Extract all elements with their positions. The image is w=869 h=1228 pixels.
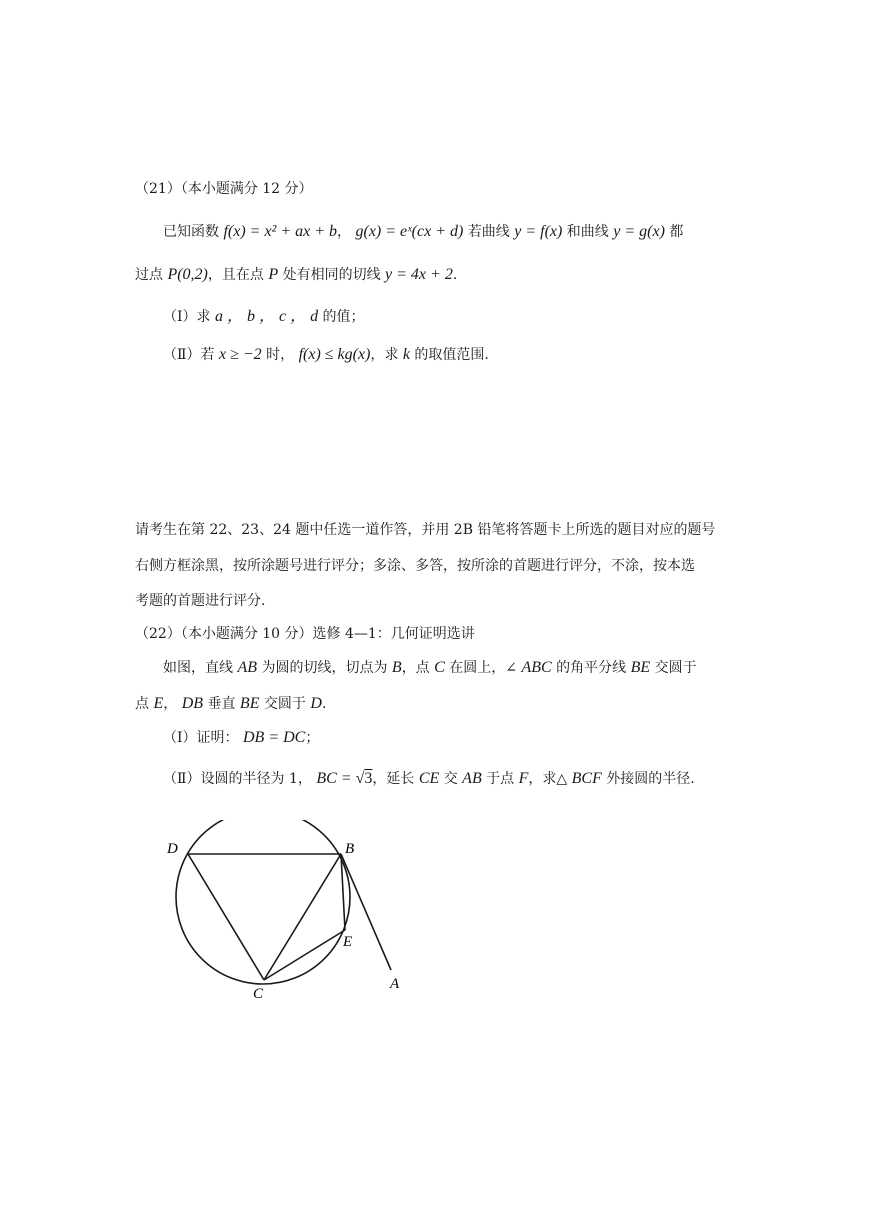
segment-bc xyxy=(264,854,341,980)
label-b: B xyxy=(345,841,355,857)
point-p: P(0,2) xyxy=(167,266,208,283)
geometry-figure xyxy=(155,820,425,1010)
sqrt-sign: √ xyxy=(355,770,365,787)
curve-g: y = g(x) xyxy=(613,223,665,240)
q22-line2: 点 E， DB 垂直 BE 交圆于 D. xyxy=(135,695,327,712)
curve-f: y = f(x) xyxy=(514,223,563,240)
q21-header: （21）（本小题满分 12 分） xyxy=(135,181,313,197)
segment-dc xyxy=(188,854,264,980)
q21-part1: （Ⅰ）求 a ， b ， c ， d 的值； xyxy=(163,308,365,325)
instructions-line1: 请考生在第 22、23、24 题中任选一道作答，并用 2B 铅笔将答题卡上所选的题目对应的题号 xyxy=(135,522,716,538)
label-c: C xyxy=(253,986,264,1002)
q21-intro-line2: 过点 P(0,2)，且在点 P 处有相同的切线 y = 4x + 2. xyxy=(135,266,458,283)
instructions-line3: 考题的首题进行评分. xyxy=(135,593,266,609)
tangent-line: y = 4x + 2 xyxy=(385,266,453,283)
q21-intro-line1: 已知函数 f(x) = x² + ax + b， g(x) = eˣ(cx + d) 若曲线 y = f(x) 和曲线 y = g(x) 都 xyxy=(163,223,684,240)
label-a: A xyxy=(390,976,400,992)
q22-header: （22）（本小题满分 10 分）选修 4—1：几何证明选讲 xyxy=(135,626,475,642)
q21-part2: （Ⅱ）若 x ≥ −2 时， f(x) ≤ kg(x)，求 k 的取值范围. xyxy=(163,346,489,363)
f-definition: f(x) = x² + ax + b xyxy=(223,223,338,240)
label-e: E xyxy=(343,934,353,950)
circle xyxy=(176,820,353,984)
segment-ce xyxy=(264,930,345,980)
q22-part1: （Ⅰ）证明： DB = DC； xyxy=(163,729,320,746)
label-d: D xyxy=(167,841,178,857)
g-definition: g(x) = eˣ(cx + d) xyxy=(355,223,464,240)
instructions-line2: 右侧方框涂黑，按所涂题号进行评分；多涂、多答，按所涂的首题进行评分，不涂，按本选 xyxy=(135,558,695,574)
q22-part2: （Ⅱ）设圆的半径为 1， BC = √3，延长 CE 交 AB 于点 F，求△ BCF 外接圆的半径. xyxy=(163,770,695,787)
q22-line1: 如图，直线 AB 为圆的切线，切点为 B，点 C 在圆上，∠ ABC 的角平分线 BE 交圆于 xyxy=(163,659,697,676)
